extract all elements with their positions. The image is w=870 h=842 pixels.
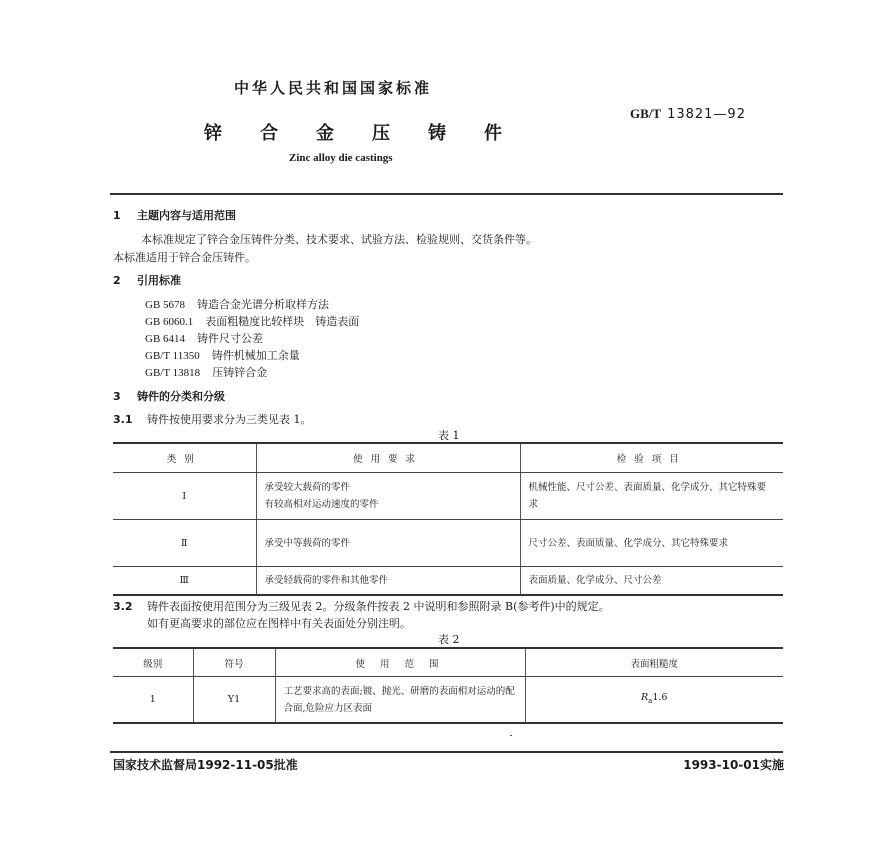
table-row: [113, 677, 783, 724]
title-char: 铸: [428, 123, 446, 144]
requirement-cell: 承受轻载荷的零件和其他零件: [256, 567, 520, 595]
title-char: 件: [484, 123, 502, 144]
section-3-2: 3.2 铸件表面按使用范围分为三级见表 2。分级条件按表 2 中说明和参照附录 B(参考件)中的规定。: [113, 600, 610, 613]
implementation-text: 1993-10-01实施: [683, 758, 784, 772]
inspection-cell: 机械性能、尺寸公差、表面质量、化学成分、其它特殊要求: [520, 473, 783, 520]
section-2-heading: 2 引用标准: [113, 274, 181, 287]
table-1-header-requirement: 使用要求: [256, 443, 520, 473]
national-standard-heading: 中华人民共和国国家标准: [234, 79, 433, 97]
table-2-header-symbol: 符号: [193, 648, 275, 677]
header-rule: [110, 193, 783, 195]
title-char: 合: [260, 123, 278, 144]
requirement-cell: 承受较大载荷的零件 有较高相对运动速度的零件: [256, 473, 520, 520]
scope-cell: 工艺要求高的表面;镀、抛光、研磨的表面相对运动的配合面,危险应力区表面: [275, 677, 525, 724]
section-1-para-2: 本标准适用于锌合金压铸件。: [113, 251, 256, 264]
inspection-cell: 表面质量、化学成分、尺寸公差: [520, 567, 783, 595]
table-1-caption: 表 1: [438, 429, 460, 442]
table-1: [113, 442, 783, 596]
table-2-header-grade: 级别: [113, 648, 193, 677]
reference-item: GB 6060.1 表面粗糙度比较样块 铸造表面: [145, 315, 360, 328]
table-1-header-inspection: 检验项目: [520, 443, 783, 473]
reference-item: GB/T 13818 压铸锌合金: [145, 366, 268, 379]
category-cell: Ⅱ: [113, 520, 256, 567]
table-2-header-row: [113, 648, 783, 677]
table-2-header-roughness: 表面粗糙度: [525, 648, 783, 677]
grade-cell: 1: [149, 694, 156, 705]
section-3-1: 3.1 铸件按使用要求分为三类见表 1。: [113, 413, 312, 426]
reference-item: GB/T 11350 铸件机械加工余量: [145, 349, 300, 362]
symbol-cell: Y1: [193, 677, 275, 724]
table-2-caption: 表 2: [438, 633, 460, 646]
footer-rule: [110, 751, 783, 753]
title-char: 锌: [204, 123, 222, 144]
reference-item: GB 6414 铸件尺寸公差: [145, 332, 264, 345]
requirement-cell: 承受中等载荷的零件: [256, 520, 520, 567]
table-row: [113, 567, 783, 595]
title-char: 压: [372, 123, 390, 144]
standard-number: [630, 106, 746, 122]
approval-text: 国家技术监督局1992-11-05批准: [113, 758, 298, 772]
section-1-para-1: 本标准规定了锌合金压铸件分类、技术要求、试验方法、检验规则、交货条件等。: [141, 233, 537, 246]
inspection-cell: 尺寸公差、表面质量、化学成分、其它特殊要求: [520, 520, 783, 567]
section-1-heading: 1 主题内容与适用范围: [113, 209, 236, 222]
standard-number-value: 13821—92: [667, 107, 746, 122]
table-2: [113, 647, 783, 724]
roughness-cell: $R_a1.6$: [525, 677, 783, 724]
title-char: 金: [316, 123, 334, 144]
english-title: Zinc alloy die castings: [289, 152, 393, 164]
table-row: [113, 473, 783, 520]
table-1-header-row: [113, 443, 783, 473]
section-3-heading: 3 铸件的分类和分级: [113, 390, 225, 403]
table-row: [113, 520, 783, 567]
table-1-header-category: 类别: [113, 443, 256, 473]
reference-item: GB 5678 铸造合金光谱分析取样方法: [145, 298, 330, 311]
section-3-2-line-2: 如有更高要求的部位应在图样中有关表面处分别注明。: [147, 617, 411, 630]
table-2-header-scope: 使 用 范 围: [275, 648, 525, 677]
category-cell: Ⅰ: [113, 473, 256, 520]
standard-prefix: GB/T: [630, 106, 662, 121]
scan-mark: [510, 735, 512, 736]
category-cell: Ⅲ: [179, 574, 189, 586]
document-title: [204, 119, 540, 145]
